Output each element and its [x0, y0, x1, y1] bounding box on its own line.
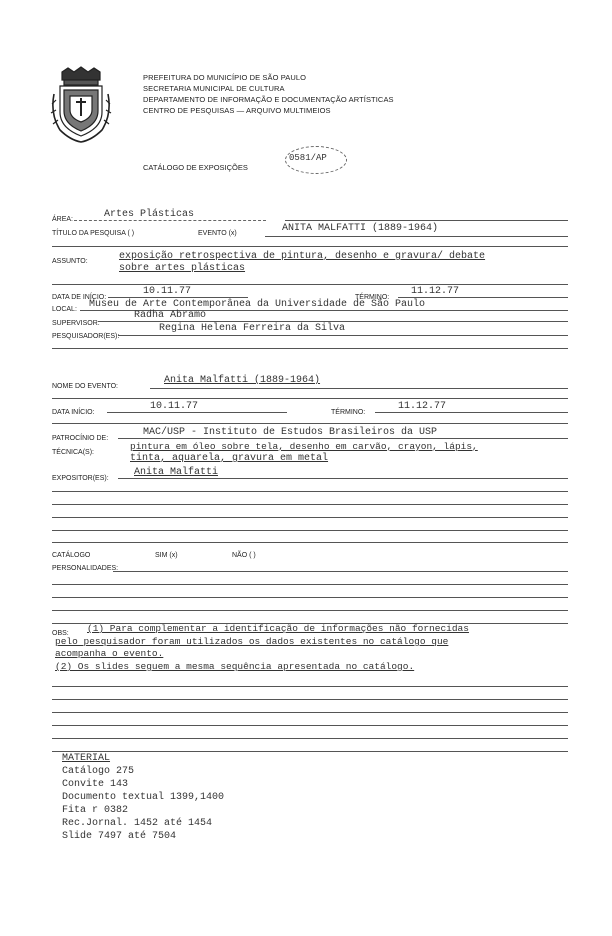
material-item-documento: Documento textual 1399,1400 [62, 792, 225, 803]
obs-line-1: (1) Para complementar a identificação de informações não fornecidas [87, 623, 469, 634]
evento-data-inicio-value: 10.11.77 [150, 401, 199, 412]
material-item-recortes: Rec.Jornal. 1452 até 1454 [62, 818, 213, 829]
material-item-catalogo: Catálogo 275 [62, 766, 135, 777]
assunto-value-1: exposição retrospectiva de pintura, desenho e gravura/ debate [119, 251, 486, 262]
termino-label: TÉRMINO: [355, 294, 390, 301]
catalog-code: 0581/AP [289, 153, 327, 163]
tecnicas-value-2: tinta, aquarela, gravura em metal [130, 453, 329, 464]
material-item-slides: Slide 7497 até 7504 [62, 831, 177, 842]
local-value: Museu de Arte Contemporânea da Universidade de São Paulo [89, 299, 426, 310]
local-label: LOCAL: [52, 306, 77, 313]
titulo-value: ANITA MALFATTI (1889-1964) [282, 223, 439, 234]
obs-label: OBS: [52, 630, 69, 637]
pesquisadores-label: PESQUISADOR(ES): [52, 333, 120, 340]
obs-line-3: acompanha o evento. [55, 648, 164, 659]
catalog-label: CATÁLOGO DE EXPOSIÇÕES [143, 163, 248, 172]
material-item-fita: Fita r 0382 [62, 805, 129, 816]
area-value: Artes Plásticas [104, 209, 195, 220]
header-secretariat: SECRETARIA MUNICIPAL DE CULTURA [143, 84, 285, 93]
nome-evento-label: NOME DO EVENTO: [52, 383, 118, 390]
termino-value: 11.12.77 [411, 286, 460, 297]
titulo-label: TÍTULO DA PESQUISA ( ) [52, 230, 135, 237]
catalogo-label: CATÁLOGO [52, 552, 91, 559]
evento-termino-label: TÉRMINO: [331, 409, 366, 416]
obs-line-4: (2) Os slides seguem a mesma sequência apresentada no catálogo. [55, 661, 415, 672]
evento-checkbox: EVENTO (x) [198, 230, 237, 237]
supervisor-label: SUPERVISOR: [52, 320, 100, 327]
catalogo-sim: SIM (x) [155, 552, 178, 559]
coat-of-arms-logo [50, 66, 112, 144]
area-label: ÁREA: [52, 216, 74, 223]
header-center: CENTRO DE PESQUISAS — ARQUIVO MULTIMEIOS [143, 106, 331, 115]
assunto-label: ASSUNTO: [52, 258, 88, 265]
tecnicas-value-1: pintura em óleo sobre tela, desenho em carvão, crayon, lápis, [130, 441, 478, 452]
patrocinio-value: MAC/USP - Instituto de Estudos Brasileiros da USP [143, 427, 438, 438]
supervisor-value: Radha Abramo [134, 310, 207, 321]
patrocinio-label: PATROCÍNIO DE: [52, 435, 109, 442]
obs-line-2: pelo pesquisador foram utilizados os dados existentes no catálogo que [55, 636, 449, 647]
tecnicas-label: TÉCNICA(S): [52, 449, 94, 456]
expositor-label: EXPOSITOR(ES): [52, 475, 109, 482]
header-institution: PREFEITURA DO MUNICÍPIO DE SÃO PAULO [143, 73, 307, 82]
catalogo-nao: NÃO ( ) [232, 552, 256, 559]
personalidades-label: PERSONALIDADES: [52, 565, 119, 572]
material-title: MATERIAL [62, 753, 111, 764]
evento-data-inicio-label: DATA INÍCIO: [52, 409, 95, 416]
expositor-value: Anita Malfatti [134, 467, 219, 478]
pesquisadores-value: Regina Helena Ferreira da Silva [159, 323, 346, 334]
material-item-convite: Convite 143 [62, 779, 129, 790]
evento-termino-value: 11.12.77 [398, 401, 447, 412]
header-department: DEPARTAMENTO DE INFORMAÇÃO E DOCUMENTAÇÃO ARTÍSTICAS [143, 95, 394, 104]
assunto-value-2: sobre artes plásticas [119, 263, 246, 274]
data-inicio-label: DATA DE INÍCIO: [52, 294, 107, 301]
nome-evento-value: Anita Malfatti (1889-1964) [164, 375, 321, 386]
data-inicio-value: 10.11.77 [143, 286, 192, 297]
